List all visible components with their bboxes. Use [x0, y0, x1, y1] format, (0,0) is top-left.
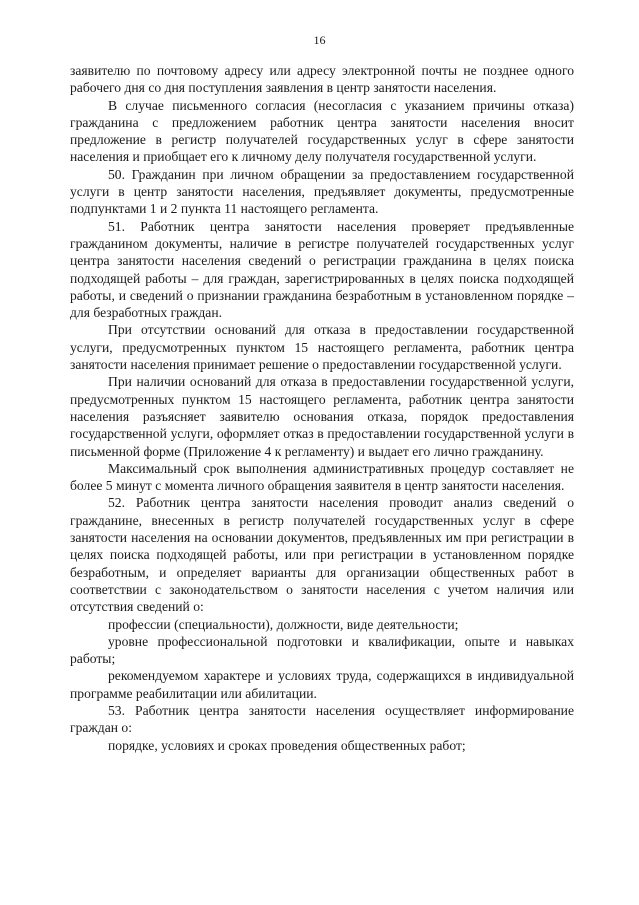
page-number: 16	[313, 33, 326, 47]
paragraph: При наличии оснований для отказа в предоставлении государственной услуги, предусмотренных пунктом 15 настоящего регламента, работник центра занятости населения разъясняет заявителю основания отказа, порядок предоставления государственной услуги, оформляет отказ в предоставлении государственной услуги в письменной форме (Приложение 4 к регламенту) и выдает его лично гражданину.	[70, 374, 574, 459]
paragraph-item-51: 51. Работник центра занятости населения проверяет предъявленные гражданином документы, наличие в регистре получателей государственных услуг центра занятости населения сведений о регистрации гражданина в целях поиска подходящей работы – для граждан, зарегистрированных в целях поиска подходящей работы, и сведений о признании гражданина безработным в установленном порядке – для безработных граждан.	[70, 218, 574, 321]
document-body	[70, 62, 574, 754]
paragraph-item-52: 52. Работник центра занятости населения проводит анализ сведений о гражданине, внесенных в регистр получателей государственных услуг в сфере занятости населения на основании документов, предъявленных им при регистрации в целях поиска подходящей работы, или при регистрации в установленном порядке безработным, и определяет варианты для организации общественных работ в соответствии с законодательством о занятости населения с учетом наличия или отсутствия сведений о:	[70, 495, 574, 615]
paragraph-item-53: 53. Работник центра занятости населения осуществляет информирование граждан о:	[70, 702, 574, 736]
paragraph: В случае письменного согласия (несогласия с указанием причины отказа) гражданина с предложением работник центра занятости населения вносит предложение в регистр получателей государственных услуг в сфере занятости населения и приобщает его к личному делу получателя государственной услуги.	[70, 97, 574, 165]
paragraph-item-50: 50. Гражданин при личном обращении за предоставлением государственной услуги в центр занятости населения, предъявляет документы, предусмотренные подпунктами 1 и 2 пункта 11 настоящего регламента.	[70, 166, 574, 217]
paragraph: Максимальный срок выполнения административных процедур составляет не более 5 минут с момента личного обращения заявителя в центр занятости населения.	[70, 460, 574, 494]
list-item: профессии (специальности), должности, виде деятельности;	[108, 616, 459, 632]
list-item: уровне профессиональной подготовки и квалификации, опыте и навыках работы;	[70, 633, 574, 667]
paragraph: При отсутствии оснований для отказа в предоставлении государственной услуги, предусмотренных пунктом 15 настоящего регламента, работник центра занятости населения принимает решение о предоставлении государственной услуги.	[70, 322, 574, 373]
list-item: рекомендуемом характере и условиях труда, содержащихся в индивидуальной программе реабилитации или абилитации.	[70, 668, 574, 701]
paragraph: заявителю по почтовому адресу или адресу электронной почты не позднее одного рабочего дня со дня поступления заявления в центр занятости населения.	[70, 63, 574, 96]
list-item: порядке, условиях и сроках проведения общественных работ;	[108, 737, 466, 753]
